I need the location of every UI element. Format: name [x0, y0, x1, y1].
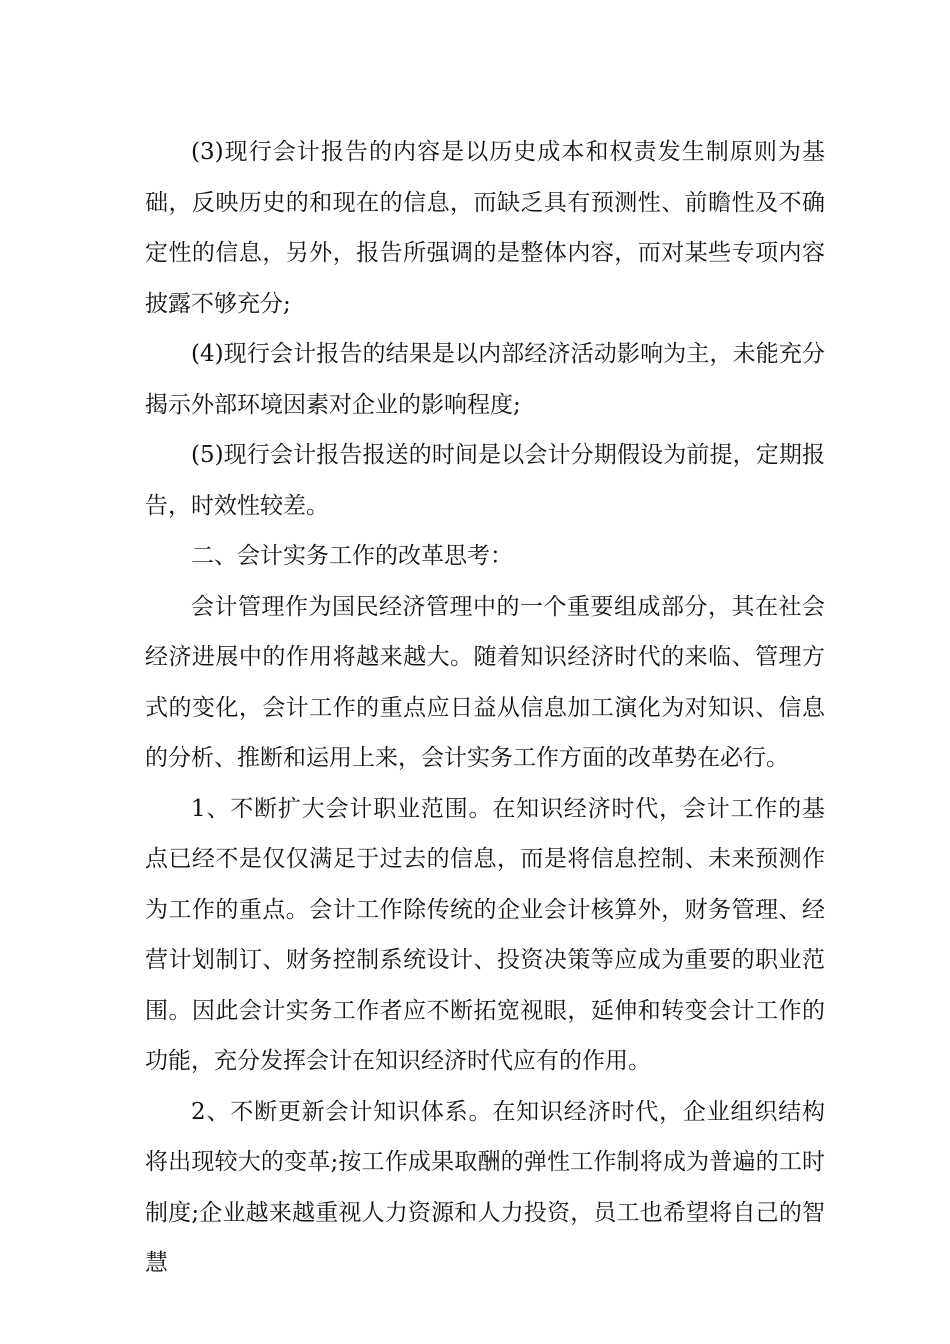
paragraph-item-4-issue-result: (4)现行会计报告的结果是以内部经济活动影响为主，未能充分揭示外部环境因素对企业的影响程度;: [145, 341, 825, 418]
paragraph-item-5-issue-timing: (5)现行会计报告报送的时间是以会计分期假设为前提，定期报告，时效性较差。: [145, 442, 825, 519]
document-body: [145, 127, 825, 1289]
paragraph-item-3-issue-content: (3)现行会计报告的内容是以历史成本和权责发生制原则为基础，反映历史的和现在的信息，而缺乏具有预测性、前瞻性及不确定性的信息，另外，报告所强调的是整体内容，而对某些专项内容披露不够充分;: [145, 139, 825, 317]
paragraph-point-1-expand-scope: 1、不断扩大会计职业范围。在知识经济时代，会计工作的基点已经不是仅仅满足于过去的信息，而是将信息控制、未来预测作为工作的重点。会计工作除传统的企业会计核算外，财务管理、经营计划制订、财务控制系统设计、投资决策等应成为重要的职业范围。因此会计实务工作者应不断拓宽视眼，延伸和转变会计工作的功能，充分发挥会计在知识经济时代应有的作用。: [145, 795, 825, 1074]
section-heading-reform-thoughts: 二、会计实务工作的改革思考：: [191, 543, 513, 569]
paragraph-intro-reform: 会计管理作为国民经济管理中的一个重要组成部分，其在社会经济进展中的作用将越来越大。随着知识经济时代的来临、管理方式的变化，会计工作的重点应日益从信息加工演化为对知识、信息的分析、推断和运用上来，会计实务工作方面的改革势在必行。: [145, 593, 825, 771]
paragraph-point-2-update-knowledge: 2、不断更新会计知识体系。在知识经济时代，企业组织结构将出现较大的变革;按工作成果取酬的弹性工作制将成为普遍的工时制度;企业越来越重视人力资源和人力投资，员工也希望将自己的智慧: [145, 1098, 825, 1276]
